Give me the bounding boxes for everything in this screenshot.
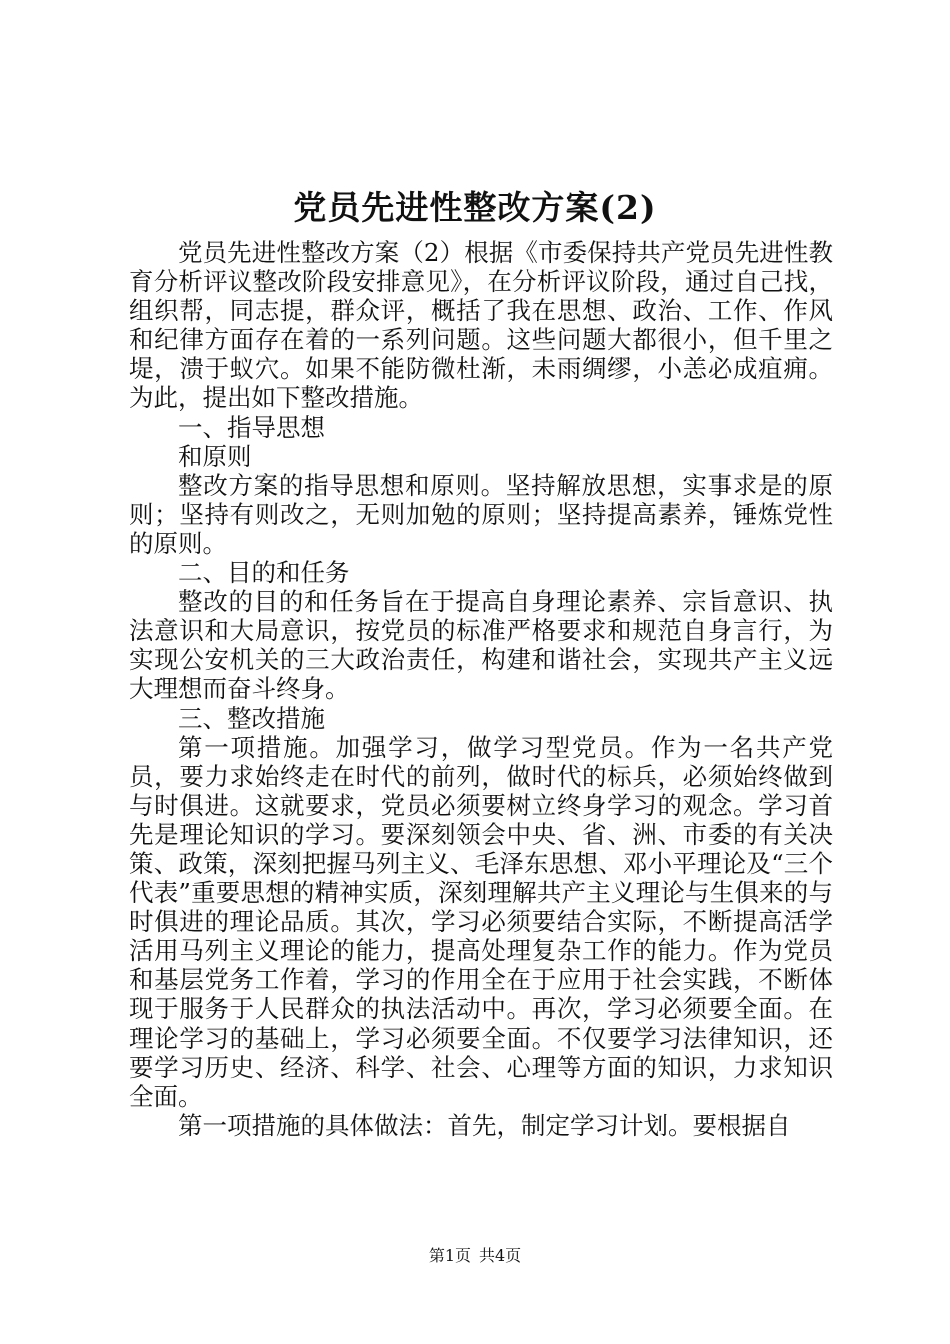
section-heading-measures: 三、整改措施 — [178, 703, 325, 733]
section-heading-principles: 和原则 — [178, 441, 252, 471]
section-heading-guiding-thought: 一、指导思想 — [178, 412, 325, 442]
section-heading-purpose: 二、目的和任务 — [178, 558, 350, 588]
paragraph-purpose: 整改的目的和任务旨在于提高自身理论素养、宗旨意识、执法意识和大局意识，按党员的标准严格要求和规范自身言行，为实现公安机关的三大政治责任，构建和谐社会，实现共产主义远大理想而奋斗终身。 — [129, 587, 833, 704]
page-total: 共4页 — [479, 1246, 522, 1265]
paragraph-measure-one-details: 第一项措施的具体做法：首先，制定学习计划。要根据自 — [178, 1110, 791, 1140]
document-title: 党员先进性整改方案(2) — [293, 188, 657, 227]
document-body — [129, 238, 833, 1140]
paragraph-guiding-principles: 整改方案的指导思想和原则。坚持解放思想，实事求是的原则；坚持有则改之，无则加勉的原则；坚持提高素养，锤炼党性的原则。 — [129, 470, 833, 558]
paragraph-measure-one: 第一项措施。加强学习，做学习型党员。作为一名共产党员，要力求始终走在时代的前列，做时代的标兵，必须始终做到与时俱进。这就要求，党员必须要树立终身学习的观念。学习首先是理论知识的学习。要深刻领会中央、省、洲、市委的有关决策、政策，深刻把握马列主义、毛泽东思想、邓小平理论及“三个代表”重要思想的精神实质，深刻理解共产主义理论与生俱来的与时俱进的理论品质。其次，学习必须要结合实际，不断提高活学活用马列主义理论的能力，提高处理复杂工作的能力。作为党员和基层党务工作着，学习的作用全在于应用于社会实践，不断体现于服务于人民群众的执法活动中。再次，学习必须要全面。在理论学习的基础上，学习必须要全面。不仅要学习法律知识，还要学习历史、经济、科学、社会、心理等方面的知识，力求知识全面。 — [129, 732, 833, 1111]
page-number: 第1页 — [428, 1246, 471, 1265]
page-footer — [0, 1245, 950, 1267]
paragraph-intro: 党员先进性整改方案（2）根据《市委保持共产党员先进性教育分析评议整改阶段安排意见》，在分析评议阶段，通过自己找，组织帮，同志提，群众评，概括了我在思想、政治、工作、作风和纪律方面存在着的一系列问题。这些问题大都很小，但千里之堤，溃于蚁穴。如果不能防微杜渐，未雨绸缪，小恙必成疽痈。为此，提出如下整改措施。 — [129, 238, 833, 413]
